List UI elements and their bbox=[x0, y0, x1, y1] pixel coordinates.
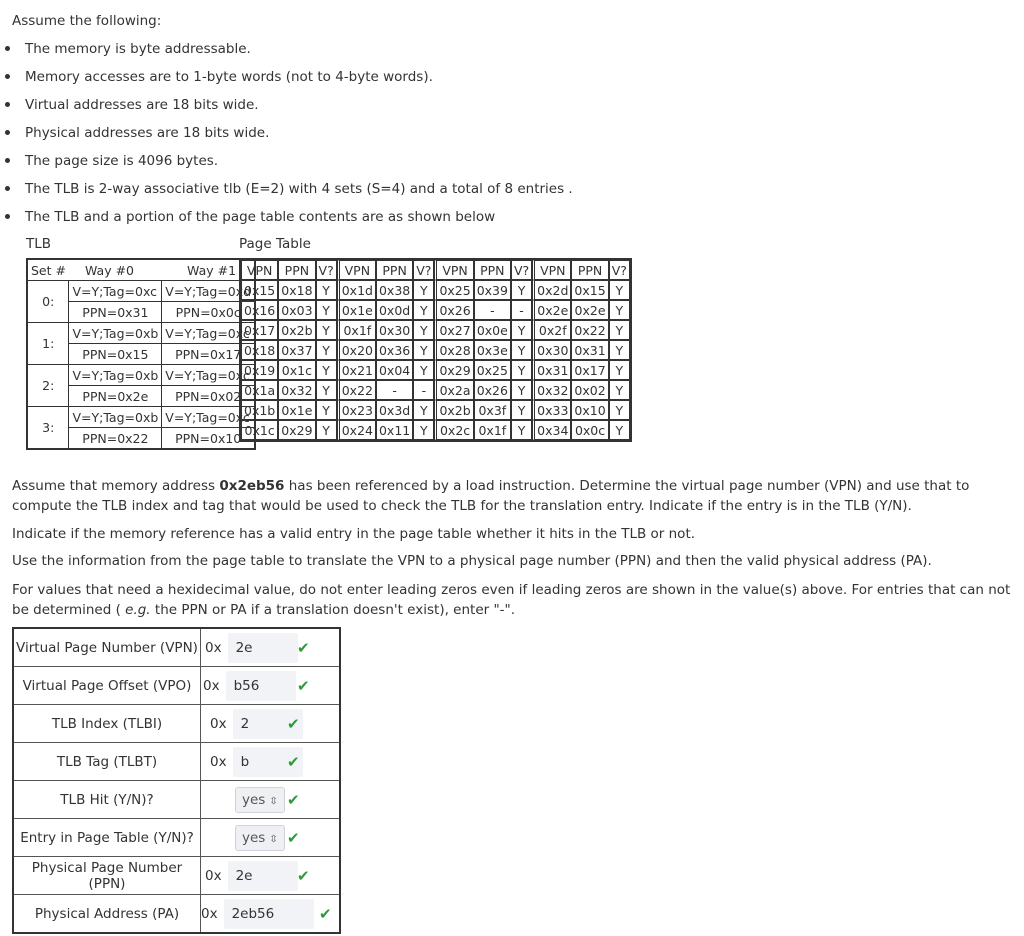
pt-header-cell: VPN bbox=[532, 260, 571, 280]
pt-valid: Y bbox=[609, 300, 630, 320]
page-table-header-row bbox=[241, 260, 630, 280]
correct-check-icon: ✔ bbox=[287, 829, 300, 847]
page-table bbox=[239, 258, 632, 442]
answer-select-value: yes bbox=[242, 791, 266, 808]
assumption-list bbox=[0, 40, 1000, 236]
pt-vpn: 0x21 bbox=[337, 360, 376, 380]
tlb-set-row bbox=[27, 365, 255, 386]
assumption-item: The TLB is 2-way associative tlb (E=2) with 4 sets (S=4) and a total of 8 entries . bbox=[0, 180, 1000, 208]
pt-vpn: 0x2e bbox=[532, 300, 571, 320]
hex-prefix: 0x bbox=[201, 905, 218, 922]
pt-header-cell: VPN bbox=[241, 260, 278, 280]
pt-vpn: 0x26 bbox=[434, 300, 473, 320]
tlb-set-number: 0: bbox=[27, 281, 69, 323]
memory-address: 0x2eb56 bbox=[219, 478, 285, 494]
pt-vpn: 0x2f bbox=[532, 320, 571, 340]
answer-label: TLB Index (TLBI) bbox=[13, 705, 201, 743]
tlb-way0-tag: V=Y;Tag=0xc bbox=[69, 281, 162, 302]
pt-valid: Y bbox=[413, 360, 434, 380]
tlb-way0-ppn: PPN=0x22 bbox=[69, 428, 162, 450]
pt-ppn: 0x2b bbox=[278, 320, 315, 340]
pt-valid: Y bbox=[511, 400, 532, 420]
pt-valid: Y bbox=[316, 420, 337, 440]
answer-cell bbox=[201, 857, 341, 895]
pt-header-cell: PPN bbox=[376, 260, 413, 280]
pt-ppn: 0x02 bbox=[571, 380, 608, 400]
pt-vpn: 0x32 bbox=[532, 380, 571, 400]
pt-valid: Y bbox=[316, 280, 337, 300]
pt-vpn: 0x31 bbox=[532, 360, 571, 380]
pt-vpn: 0x23 bbox=[337, 400, 376, 420]
pt-valid: Y bbox=[511, 320, 532, 340]
pt-ppn: 0x0e bbox=[474, 320, 511, 340]
tlb-way1-tag: V=Y;Tag=0xd bbox=[162, 281, 255, 302]
correct-check-icon: ✔ bbox=[297, 639, 310, 657]
pt-vpn: 0x1e bbox=[337, 300, 376, 320]
eg-italic: e.g. bbox=[125, 602, 151, 618]
tlb-set-number: 1: bbox=[27, 323, 69, 365]
pt-valid: Y bbox=[609, 320, 630, 340]
tlb-table bbox=[26, 258, 256, 450]
tlb-way0-ppn: PPN=0x2e bbox=[69, 386, 162, 407]
pt-ppn: 0x1c bbox=[278, 360, 315, 380]
answer-input[interactable]: 2e bbox=[228, 861, 298, 891]
answer-row bbox=[13, 819, 340, 857]
answer-select[interactable] bbox=[235, 825, 285, 851]
assumption-item: Virtual addresses are 18 bits wide. bbox=[0, 96, 1000, 124]
pt-valid: Y bbox=[609, 340, 630, 360]
answer-row bbox=[13, 895, 340, 934]
pt-vpn: 0x15 bbox=[241, 280, 278, 300]
page-table-row bbox=[241, 300, 630, 320]
pt-vpn: 0x17 bbox=[241, 320, 278, 340]
page-table-row bbox=[241, 400, 630, 420]
tlb-way1-ppn: PPN=0x10 bbox=[162, 428, 255, 450]
hex-prefix: 0x bbox=[210, 753, 227, 770]
tlb-way0-tag: V=Y;Tag=0xb bbox=[69, 323, 162, 344]
pt-header-cell: PPN bbox=[474, 260, 511, 280]
pt-ppn: 0x15 bbox=[571, 280, 608, 300]
answer-label: TLB Tag (TLBT) bbox=[13, 743, 201, 781]
correct-check-icon: ✔ bbox=[287, 715, 300, 733]
pt-header-cell: V? bbox=[609, 260, 630, 280]
pt-ppn: 0x32 bbox=[278, 380, 315, 400]
answer-cell bbox=[201, 819, 341, 857]
answer-cell bbox=[201, 743, 341, 781]
pt-valid: Y bbox=[413, 320, 434, 340]
hex-prefix: 0x bbox=[203, 677, 220, 694]
answer-label: TLB Hit (Y/N)? bbox=[13, 781, 201, 819]
pt-vpn: 0x1b bbox=[241, 400, 278, 420]
question-paragraph-1: Assume that memory address 0x2eb56 has been referenced by a load instruction. Determine the virtual page number (VPN) and use that to compute the TLB index and tag that would be used to check the TLB for the translation entry. Indicate if the entry is in the TLB (Y/N). bbox=[12, 478, 970, 514]
pt-ppn: 0x03 bbox=[278, 300, 315, 320]
pt-vpn: 0x27 bbox=[434, 320, 473, 340]
page-table-row bbox=[241, 380, 630, 400]
answer-input[interactable]: 2 bbox=[233, 709, 303, 739]
answer-row bbox=[13, 743, 340, 781]
pt-header-cell: V? bbox=[316, 260, 337, 280]
answer-label: Physical Page Number (PPN) bbox=[13, 857, 201, 895]
pt-valid: Y bbox=[609, 360, 630, 380]
tlb-way1-ppn: PPN=0x17 bbox=[162, 344, 255, 365]
select-arrows-icon: ⇳ bbox=[269, 833, 278, 845]
pt-valid: Y bbox=[511, 360, 532, 380]
tlb-way0-tag: V=Y;Tag=0xb bbox=[69, 407, 162, 428]
answer-input[interactable]: 2eb56 bbox=[224, 899, 314, 929]
pt-valid: Y bbox=[413, 400, 434, 420]
pt-valid: Y bbox=[511, 280, 532, 300]
tlb-way1-tag: V=Y;Tag=0xc bbox=[162, 365, 255, 386]
pt-vpn: 0x25 bbox=[434, 280, 473, 300]
pt-header-cell: V? bbox=[413, 260, 434, 280]
pt-ppn: - bbox=[376, 380, 413, 400]
tlb-way1-ppn: PPN=0x0c bbox=[162, 302, 255, 323]
correct-check-icon: ✔ bbox=[297, 867, 310, 885]
pt-ppn: 0x38 bbox=[376, 280, 413, 300]
pt-vpn: 0x2d bbox=[532, 280, 571, 300]
answer-input[interactable]: b bbox=[233, 747, 303, 777]
answer-row bbox=[13, 705, 340, 743]
pt-header-cell: PPN bbox=[571, 260, 608, 280]
pt-ppn: 0x39 bbox=[474, 280, 511, 300]
pt-vpn: 0x34 bbox=[532, 420, 571, 440]
pt-valid: Y bbox=[609, 380, 630, 400]
hex-prefix: 0x bbox=[205, 639, 222, 656]
pt-ppn: 0x22 bbox=[571, 320, 608, 340]
answer-table bbox=[12, 627, 341, 934]
pt-vpn: 0x2a bbox=[434, 380, 473, 400]
pt-ppn: 0x31 bbox=[571, 340, 608, 360]
answer-cell bbox=[201, 667, 341, 705]
answer-row bbox=[13, 857, 340, 895]
assumption-item: The page size is 4096 bytes. bbox=[0, 152, 1000, 180]
pt-vpn: 0x30 bbox=[532, 340, 571, 360]
pt-ppn: - bbox=[474, 300, 511, 320]
pt-vpn: 0x16 bbox=[241, 300, 278, 320]
pt-valid: Y bbox=[413, 280, 434, 300]
tlb-way0-ppn: PPN=0x31 bbox=[69, 302, 162, 323]
answer-select-value: yes bbox=[242, 829, 266, 846]
question-paragraph-3: Use the information from the page table to translate the VPN to a physical page number (PPN) and then the valid physical address (PA). bbox=[12, 553, 932, 569]
tlb-set-number: 3: bbox=[27, 407, 69, 450]
correct-check-icon: ✔ bbox=[287, 791, 300, 809]
answer-row bbox=[13, 667, 340, 705]
pt-vpn: 0x19 bbox=[241, 360, 278, 380]
assumption-item: The TLB and a portion of the page table contents are as shown below bbox=[0, 208, 1000, 236]
tlb-way1-ppn: PPN=0x02 bbox=[162, 386, 255, 407]
pt-header-cell: VPN bbox=[434, 260, 473, 280]
tlb-way0-ppn: PPN=0x15 bbox=[69, 344, 162, 365]
pt-vpn: 0x24 bbox=[337, 420, 376, 440]
answer-cell bbox=[201, 781, 341, 819]
pt-vpn: 0x2c bbox=[434, 420, 473, 440]
pt-ppn: 0x3f bbox=[474, 400, 511, 420]
pt-ppn: 0x26 bbox=[474, 380, 511, 400]
page-table-label: Page Table bbox=[239, 236, 311, 252]
pt-ppn: 0x29 bbox=[278, 420, 315, 440]
assumption-item: The memory is byte addressable. bbox=[0, 40, 1000, 68]
assumption-item: Physical addresses are 18 bits wide. bbox=[0, 124, 1000, 152]
answer-cell bbox=[201, 705, 341, 743]
pt-ppn: 0x2e bbox=[571, 300, 608, 320]
pt-valid: Y bbox=[609, 280, 630, 300]
pt-valid: Y bbox=[413, 340, 434, 360]
question-paragraph-2: Indicate if the memory reference has a valid entry in the page table whether it hits in the TLB or not. bbox=[12, 526, 696, 542]
answer-label: Entry in Page Table (Y/N)? bbox=[13, 819, 201, 857]
page-table-row bbox=[241, 420, 630, 440]
pt-valid: - bbox=[511, 300, 532, 320]
correct-check-icon: ✔ bbox=[319, 905, 332, 923]
pt-vpn: 0x20 bbox=[337, 340, 376, 360]
pt-vpn: 0x1c bbox=[241, 420, 278, 440]
answer-cell bbox=[201, 895, 341, 934]
answer-label: Virtual Page Number (VPN) bbox=[13, 628, 201, 667]
pt-valid: - bbox=[413, 380, 434, 400]
pt-ppn: 0x11 bbox=[376, 420, 413, 440]
pt-ppn: 0x10 bbox=[571, 400, 608, 420]
pt-vpn: 0x1f bbox=[337, 320, 376, 340]
tlb-set-number: 2: bbox=[27, 365, 69, 407]
pt-header-cell: VPN bbox=[337, 260, 376, 280]
tlb-set-row bbox=[27, 281, 255, 302]
pt-header-cell: V? bbox=[511, 260, 532, 280]
tlb-header-set: Set # bbox=[27, 259, 69, 281]
page-table-row bbox=[241, 320, 630, 340]
pt-ppn: 0x0d bbox=[376, 300, 413, 320]
pt-valid: Y bbox=[316, 380, 337, 400]
answer-select[interactable] bbox=[235, 787, 285, 813]
tlb-way1-tag: V=Y;Tag=0xc bbox=[162, 407, 255, 428]
pt-ppn: 0x3e bbox=[474, 340, 511, 360]
assumption-item: Memory accesses are to 1-byte words (not to 4-byte words). bbox=[0, 68, 1000, 96]
answer-input[interactable]: 2e bbox=[228, 633, 298, 663]
pt-ppn: 0x1f bbox=[474, 420, 511, 440]
pt-vpn: 0x2b bbox=[434, 400, 473, 420]
tlb-way0-tag: V=Y;Tag=0xb bbox=[69, 365, 162, 386]
pt-ppn: 0x1e bbox=[278, 400, 315, 420]
pt-valid: Y bbox=[413, 420, 434, 440]
pt-valid: Y bbox=[316, 300, 337, 320]
pt-valid: Y bbox=[609, 420, 630, 440]
answer-label: Physical Address (PA) bbox=[13, 895, 201, 934]
tlb-label: TLB bbox=[26, 236, 52, 252]
pt-valid: Y bbox=[511, 340, 532, 360]
pt-vpn: 0x1d bbox=[337, 280, 376, 300]
pt-ppn: 0x37 bbox=[278, 340, 315, 360]
tlb-header-row bbox=[27, 259, 255, 281]
tlb-header-way0: Way #0 bbox=[69, 259, 162, 281]
pt-valid: Y bbox=[609, 400, 630, 420]
pt-vpn: 0x22 bbox=[337, 380, 376, 400]
tlb-header-way1: Way #1 bbox=[162, 259, 255, 281]
pt-valid: Y bbox=[511, 420, 532, 440]
pt-ppn: 0x30 bbox=[376, 320, 413, 340]
pt-ppn: 0x25 bbox=[474, 360, 511, 380]
pt-vpn: 0x18 bbox=[241, 340, 278, 360]
pt-ppn: 0x0c bbox=[571, 420, 608, 440]
correct-check-icon: ✔ bbox=[297, 677, 310, 695]
pt-valid: Y bbox=[316, 320, 337, 340]
answer-row bbox=[13, 781, 340, 819]
pt-ppn: 0x04 bbox=[376, 360, 413, 380]
answer-cell bbox=[201, 628, 341, 667]
pt-vpn: 0x33 bbox=[532, 400, 571, 420]
pt-valid: Y bbox=[316, 340, 337, 360]
select-arrows-icon: ⇳ bbox=[269, 795, 278, 807]
pt-vpn: 0x29 bbox=[434, 360, 473, 380]
answer-label: Virtual Page Offset (VPO) bbox=[13, 667, 201, 705]
tlb-set-row bbox=[27, 323, 255, 344]
pt-ppn: 0x18 bbox=[278, 280, 315, 300]
tlb-way1-tag: V=Y;Tag=0xc bbox=[162, 323, 255, 344]
page-table-row bbox=[241, 340, 630, 360]
pt-valid: Y bbox=[316, 360, 337, 380]
intro-text: Assume the following: bbox=[12, 13, 162, 29]
answer-input[interactable]: b56 bbox=[226, 671, 296, 701]
pt-ppn: 0x17 bbox=[571, 360, 608, 380]
correct-check-icon: ✔ bbox=[287, 753, 300, 771]
question-paragraph-4: For values that need a hexidecimal value, do not enter leading zeros even if leading zeros are shown in the value(s) above. For entries that can not be determined ( e.g. the PPN or PA if a translation doesn't exist), enter "-". bbox=[12, 582, 1011, 618]
hex-prefix: 0x bbox=[205, 867, 222, 884]
pt-ppn: 0x3d bbox=[376, 400, 413, 420]
page-table-row bbox=[241, 360, 630, 380]
pt-valid: Y bbox=[511, 380, 532, 400]
pt-header-cell: PPN bbox=[278, 260, 315, 280]
page-table-row bbox=[241, 280, 630, 300]
hex-prefix: 0x bbox=[210, 715, 227, 732]
pt-vpn: 0x1a bbox=[241, 380, 278, 400]
pt-vpn: 0x28 bbox=[434, 340, 473, 360]
answer-row bbox=[13, 628, 340, 667]
tlb-set-row bbox=[27, 407, 255, 428]
pt-ppn: 0x36 bbox=[376, 340, 413, 360]
pt-valid: Y bbox=[413, 300, 434, 320]
pt-valid: Y bbox=[316, 400, 337, 420]
